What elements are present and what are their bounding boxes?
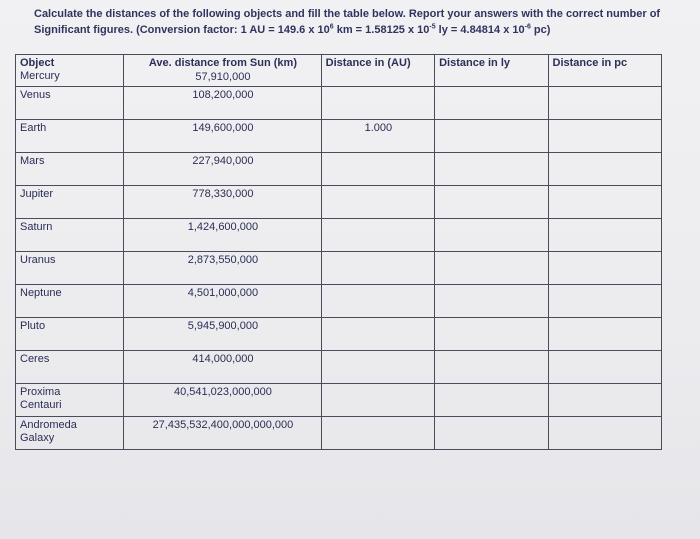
object-cell-text: Andromeda Galaxy [20,419,77,444]
object-cell [16,219,124,252]
header-object [16,55,124,87]
distance-ly-cell [435,252,548,285]
header-sun-distance [124,55,321,87]
object-cell-text: Jupiter [20,188,54,200]
object-cell [16,384,124,417]
table-body [16,87,662,450]
sun-distance-cell [124,384,321,417]
sun-distance-cell-text: 414,000,000 [192,353,254,365]
object-cell [16,120,124,153]
sun-distance-cell-text: 778,330,000 [192,188,254,200]
distance-ly-cell [435,219,548,252]
object-cell [16,285,124,318]
distance-au-cell [321,120,434,153]
distance-au-cell [321,252,434,285]
distance-pc-cell [548,219,661,252]
object-cell [16,153,124,186]
header-pc: Distance in pc [548,55,661,87]
distance-au-cell [321,351,434,384]
distance-au-cell [321,318,434,351]
distance-au-cell [321,219,434,252]
table-row [16,384,662,417]
distance-pc-cell [548,351,661,384]
object-cell-text: Saturn [20,221,53,233]
sun-distance-cell-text: 1,424,600,000 [187,221,259,233]
sun-distance-cell-text: 149,600,000 [192,122,254,134]
distance-ly-cell [435,186,548,219]
conversion-text-ly: ly = 4.84814 x 10 [435,24,525,36]
distance-pc-cell [548,417,661,450]
distance-pc-cell [548,384,661,417]
table-row [16,87,662,120]
distance-ly-cell [435,153,548,186]
exponent-ly: -5 [429,23,436,31]
object-cell-text: Venus [20,89,51,101]
distance-pc-cell [548,153,661,186]
sun-distance-cell [124,318,321,351]
conversion-text-start: Significant figures. (Conversion factor: 1 AU = 149.6 x 10 [34,24,330,36]
object-cell [16,87,124,120]
distance-pc-cell [548,285,661,318]
sun-distance-cell [124,153,321,186]
sun-distance-cell [124,252,321,285]
distance-au-cell [321,153,434,186]
table-row [16,252,662,285]
distance-ly-cell [435,384,548,417]
sun-distance-cell-text: 40,541,023,000,000 [173,386,272,398]
conversion-text-end: pc) [530,24,551,36]
distance-pc-cell [548,252,661,285]
object-cell [16,351,124,384]
sun-distance-cell-text: 5,945,900,000 [187,320,259,332]
table-row [16,219,662,252]
object-cell [16,318,124,351]
table-row [16,120,662,153]
exponent-km: 6 [329,23,334,31]
distance-au-cell [321,417,434,450]
sun-distance-cell [124,285,321,318]
distance-au-cell [321,87,434,120]
sun-distance-cell-text: 2,873,550,000 [187,254,259,266]
sun-distance-cell-text: 108,200,000 [192,89,254,101]
sun-distance-cell [124,87,321,120]
first-sun-distance: 57,910,000 [195,71,251,83]
distance-table [15,54,662,450]
distance-pc-cell [548,318,661,351]
distance-pc-cell [548,186,661,219]
table-row [16,417,662,450]
distance-pc-cell [548,87,661,120]
sun-distance-cell [124,120,321,153]
distance-ly-cell [435,318,548,351]
sun-distance-cell-text: 27,435,532,400,000,000,000 [152,419,294,431]
object-cell-text: Proxima Centauri [20,386,62,411]
object-cell-text: Uranus [20,254,56,266]
distance-ly-cell [435,351,548,384]
object-cell-text: Neptune [20,287,62,299]
table-row [16,285,662,318]
table-row [16,318,662,351]
sun-distance-cell-text: 227,940,000 [192,155,254,167]
object-cell-text: Earth [20,122,47,134]
sun-distance-cell [124,351,321,384]
distance-au-cell [321,384,434,417]
object-cell [16,252,124,285]
object-cell [16,417,124,450]
distance-pc-cell [548,120,661,153]
sun-distance-cell [124,417,321,450]
distance-ly-cell [435,417,548,450]
sun-distance-cell [124,186,321,219]
object-cell [16,186,124,219]
header-sun-distance-label: Ave. distance from Sun (km) [148,57,297,69]
first-object-name: Mercury [20,70,60,82]
header-ly: Distance in ly [435,55,548,87]
distance-ly-cell [435,87,548,120]
instructions-line-1: Calculate the distances of the following objects and fill the table below. Report your answers with the correct number of [34,8,661,20]
object-cell-text: Pluto [20,320,46,332]
distance-ly-cell [435,285,548,318]
table-row [16,186,662,219]
distance-au-cell-text: 1.000 [364,122,393,134]
table-row [16,351,662,384]
instructions [34,6,684,38]
header-object-label: Object [20,57,55,69]
object-cell-text: Ceres [20,353,50,365]
sun-distance-cell-text: 4,501,000,000 [187,287,259,299]
conversion-text-km: km = 1.58125 x 10 [333,24,430,36]
instructions-line-2 [34,22,684,38]
distance-au-cell [321,285,434,318]
table-row [16,153,662,186]
table-header-row [16,55,662,87]
sun-distance-cell [124,219,321,252]
object-cell-text: Mars [20,155,45,167]
header-au: Distance in (AU) [321,55,434,87]
exponent-pc: -6 [524,23,531,31]
distance-au-cell [321,186,434,219]
distance-ly-cell [435,120,548,153]
